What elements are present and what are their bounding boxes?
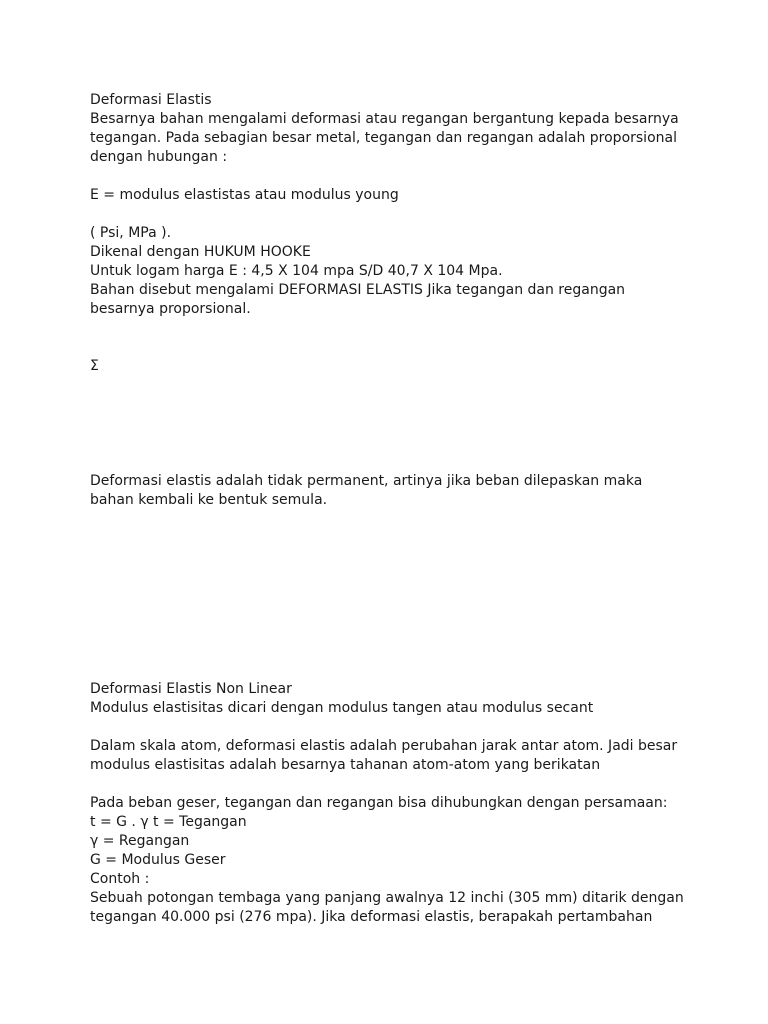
paragraph-line: bahan kembali ke bentuk semula. xyxy=(90,492,328,508)
paragraph-line: Deformasi elastis adalah tidak permanent, artinya jika beban dilepaskan maka xyxy=(90,473,643,489)
paragraph-line: Bahan disebut mengalami DEFORMASI ELASTIS Jika tegangan dan regangan xyxy=(90,282,626,298)
paragraph-line: Dalam skala atom, deformasi elastis adalah perubahan jarak antar atom. Jadi besar xyxy=(90,738,678,754)
paragraph-line: Pada beban geser, tegangan dan regangan bisa dihubungkan dengan persamaan: xyxy=(90,795,668,811)
example-label: Contoh : xyxy=(90,871,150,887)
equation-line: t = G . γ t = Tegangan xyxy=(90,814,247,830)
hooke-law-line: Dikenal dengan HUKUM HOOKE xyxy=(90,244,311,260)
section-title-non-linear: Deformasi Elastis Non Linear xyxy=(90,681,292,697)
paragraph-line: dengan hubungan : xyxy=(90,149,228,165)
modulus-line: Modulus elastisitas dicari dengan modulus tangen atau modulus secant xyxy=(90,700,594,716)
modulus-definition: E = modulus elastistas atau modulus young xyxy=(90,187,399,203)
paragraph-line: tegangan. Pada sebagian besar metal, tegangan dan regangan adalah proporsional xyxy=(90,130,677,146)
equation-line: γ = Regangan xyxy=(90,833,190,849)
paragraph-line: modulus elastisitas adalah besarnya tahanan atom-atom yang berikatan xyxy=(90,757,601,773)
sigma-symbol: Σ xyxy=(90,358,99,374)
paragraph-line: tegangan 40.000 psi (276 mpa). Jika deformasi elastis, berapakah pertambahan xyxy=(90,909,653,925)
units-line: ( Psi, MPa ). xyxy=(90,225,172,241)
paragraph-line: besarnya proporsional. xyxy=(90,301,251,317)
logam-line: Untuk logam harga E : 4,5 X 104 mpa S/D 40,7 X 104 Mpa. xyxy=(90,263,503,279)
section-title-deformasi-elastis: Deformasi Elastis xyxy=(90,92,212,108)
paragraph-line: Sebuah potongan tembaga yang panjang awalnya 12 inchi (305 mm) ditarik dengan xyxy=(90,890,684,906)
paragraph-line: Besarnya bahan mengalami deformasi atau regangan bergantung kepada besarnya xyxy=(90,111,679,127)
equation-line: G = Modulus Geser xyxy=(90,852,226,868)
